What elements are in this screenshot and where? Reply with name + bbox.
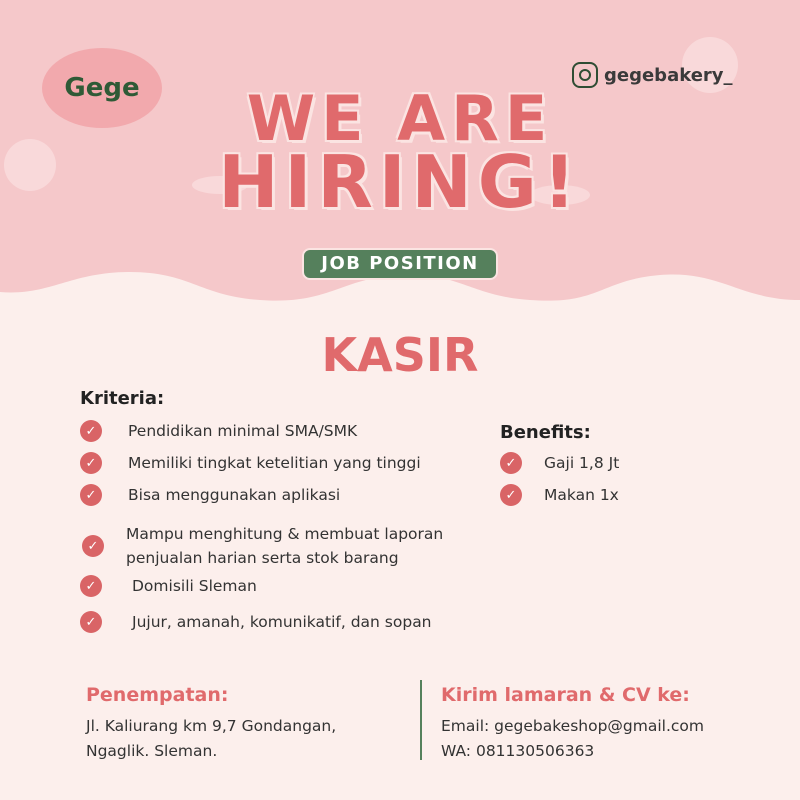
criteria-item	[80, 611, 432, 633]
criteria-item	[80, 575, 257, 597]
check-icon: ✓	[82, 535, 104, 557]
check-icon: ✓	[500, 484, 522, 506]
criteria-text: Bisa menggunakan aplikasi	[128, 486, 341, 504]
criteria-item	[80, 420, 357, 442]
criteria-text: Memiliki tingkat ketelitian yang tinggi	[128, 454, 421, 472]
apply-heading: Kirim lamaran & CV ke:	[441, 684, 690, 706]
position-title: KASIR	[321, 328, 479, 382]
job-position-badge: JOB POSITION	[302, 248, 498, 280]
placement-address: Jl. Kaliurang km 9,7 Gondangan,	[86, 717, 337, 735]
check-icon: ✓	[80, 484, 102, 506]
benefits-heading: Benefits:	[500, 422, 591, 443]
headline-line1: WE ARE	[246, 82, 554, 155]
instagram-text: gegebakery_	[604, 64, 733, 86]
headline-line2: HIRING!	[218, 140, 582, 224]
apply-whatsapp[interactable]: WA: 081130506363	[441, 742, 595, 760]
criteria-item	[82, 522, 443, 570]
divider	[420, 680, 422, 760]
check-icon: ✓	[80, 420, 102, 442]
criteria-text: Domisili Sleman	[132, 577, 257, 595]
check-icon: ✓	[80, 611, 102, 633]
criteria-heading: Kriteria:	[80, 388, 165, 409]
benefit-item	[500, 484, 619, 506]
criteria-item	[80, 484, 340, 506]
apply-email[interactable]: Email: gegebakeshop@gmail.com	[441, 717, 705, 735]
criteria-text: Pendidikan minimal SMA/SMK	[128, 422, 358, 440]
placement-city: Ngaglik. Sleman.	[86, 742, 218, 760]
criteria-text: penjualan harian serta stok barang	[126, 549, 399, 567]
placement-section	[86, 684, 336, 764]
benefit-text: Gaji 1,8 Jt	[544, 454, 620, 472]
criteria-text: Mampu menghitung & membuat laporan	[126, 525, 444, 543]
apply-section	[441, 684, 704, 764]
logo-text: Gege	[64, 73, 140, 103]
check-icon: ✓	[80, 452, 102, 474]
benefit-text: Makan 1x	[544, 486, 619, 504]
benefit-item	[500, 452, 619, 474]
criteria-item	[80, 452, 421, 474]
check-icon: ✓	[500, 452, 522, 474]
criteria-text: Jujur, amanah, komunikatif, dan sopan	[132, 613, 432, 631]
check-icon: ✓	[80, 575, 102, 597]
placement-heading: Penempatan:	[86, 684, 229, 706]
